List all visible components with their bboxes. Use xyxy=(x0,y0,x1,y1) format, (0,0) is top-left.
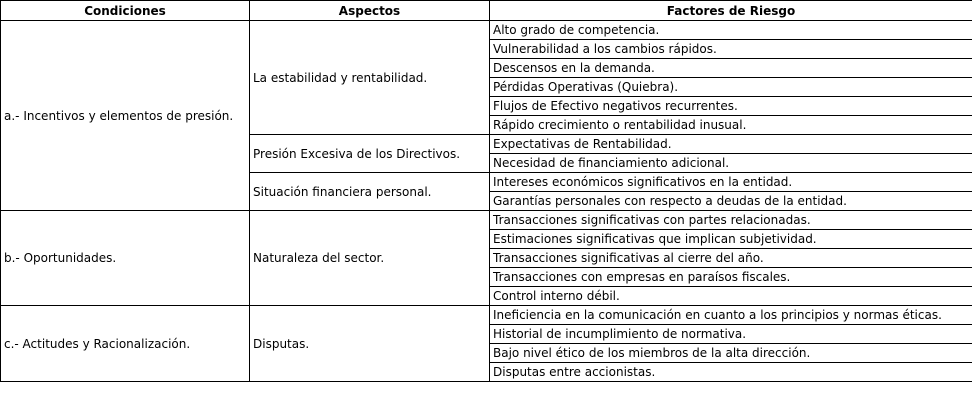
factor-cell: Historial de incumplimiento de normativa. xyxy=(490,325,972,344)
factor-cell: Transacciones significativas con partes relacionadas. xyxy=(490,211,972,230)
condicion-cell: c.- Actitudes y Racionalización. xyxy=(1,306,250,382)
aspecto-cell: Presión Excesiva de los Directivos. xyxy=(250,135,490,173)
aspecto-cell: Disputas. xyxy=(250,306,490,382)
factor-cell: Expectativas de Rentabilidad. xyxy=(490,135,972,154)
aspecto-cell: Situación financiera personal. xyxy=(250,173,490,211)
factor-cell: Disputas entre accionistas. xyxy=(490,363,972,382)
aspecto-cell: Naturaleza del sector. xyxy=(250,211,490,306)
aspecto-cell: La estabilidad y rentabilidad. xyxy=(250,21,490,135)
factor-cell: Ineficiencia en la comunicación en cuanto a los principios y normas éticas. xyxy=(490,306,972,325)
factor-cell: Alto grado de competencia. xyxy=(490,21,972,40)
header-aspectos: Aspectos xyxy=(250,1,490,21)
condicion-cell: b.- Oportunidades. xyxy=(1,211,250,306)
factor-cell: Bajo nivel ético de los miembros de la alta dirección. xyxy=(490,344,972,363)
factor-cell: Flujos de Efectivo negativos recurrentes. xyxy=(490,97,972,116)
factor-cell: Pérdidas Operativas (Quiebra). xyxy=(490,78,972,97)
factor-cell: Estimaciones significativas que implican subjetividad. xyxy=(490,230,972,249)
header-factores: Factores de Riesgo xyxy=(490,1,972,21)
factor-cell: Intereses económicos significativos en la entidad. xyxy=(490,173,972,192)
factor-cell: Necesidad de financiamiento adicional. xyxy=(490,154,972,173)
factor-cell: Vulnerabilidad a los cambios rápidos. xyxy=(490,40,972,59)
factor-cell: Garantías personales con respecto a deudas de la entidad. xyxy=(490,192,972,211)
header-row xyxy=(1,1,972,21)
factor-cell: Transacciones con empresas en paraísos fiscales. xyxy=(490,268,972,287)
factor-cell: Transacciones significativas al cierre del año. xyxy=(490,249,972,268)
table-row xyxy=(1,306,972,325)
factor-cell: Descensos en la demanda. xyxy=(490,59,972,78)
factor-cell: Control interno débil. xyxy=(490,287,972,306)
table-row xyxy=(1,21,972,40)
condicion-cell: a.- Incentivos y elementos de presión. xyxy=(1,21,250,211)
factor-cell: Rápido crecimiento o rentabilidad inusual. xyxy=(490,116,972,135)
header-condiciones: Condiciones xyxy=(1,1,250,21)
table-row xyxy=(1,211,972,230)
